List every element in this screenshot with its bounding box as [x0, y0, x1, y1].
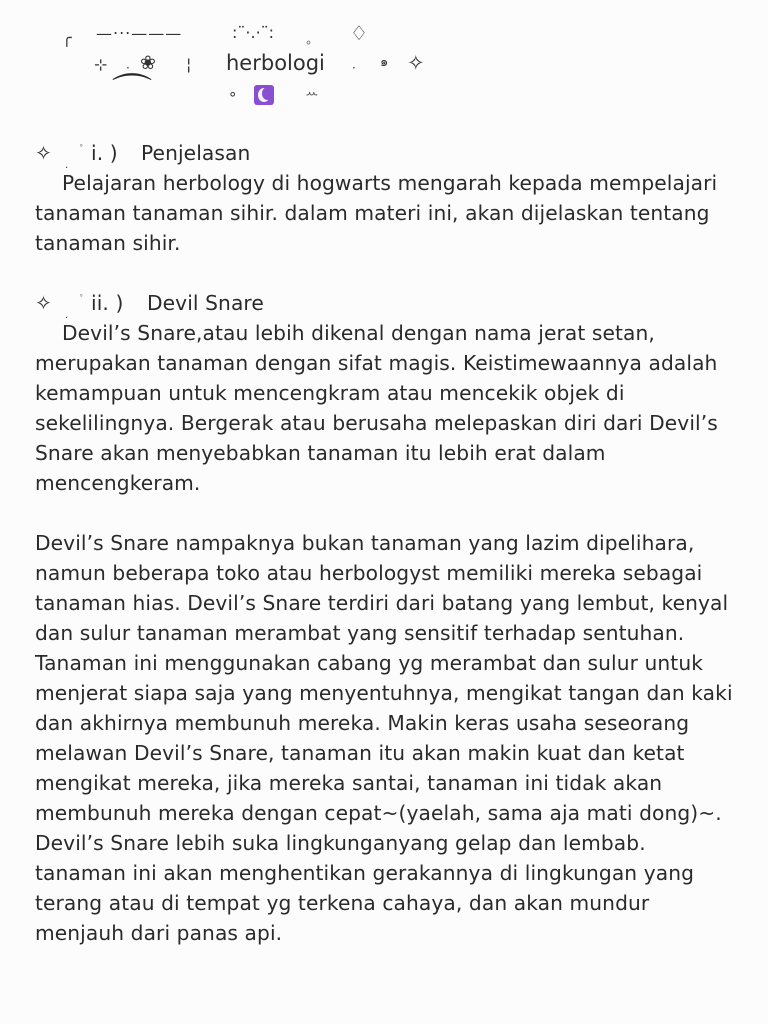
section-paragraph: Devil’s Snare,atau lebih dikenal dengan nama jerat setan, merupakan tanaman dengan sifat magis. Keistimewaannya adalah kemampuan untuk mencengkram atau mencekik objek di sekelilingnya. Bergerak atau berusaha melepaskan diri dari Devil’s Snare akan menyebabkan tanaman itu lebih erat dalam mencengkeram.	[35, 321, 718, 495]
section-number: i. )	[91, 141, 118, 165]
corner-arc-icon: ╭	[62, 28, 72, 47]
section-number: ii. )	[91, 291, 124, 315]
section-paragraph: Devil’s Snare nampaknya bukan tanaman yang lazim dipelihara, namun beberapa toko atau herbologyst memiliki mereka sebagai tanaman hias. Devil’s Snare terdiri dari batang yang lembut, kenyal dan sulur tanaman merambat yang sensitif terhadap sentuhan. Tanaman ini menggunakan cabang yg merambat dan sulur untuk menjerat siapa saja yang menyentuhnya, mengikat tangan dan kaki dan akhirnya membunuh mereka. Makin keras usaha seseorang melawan Devil’s Snare, tanaman itu akan makin kuat dan ketat mengikat mereka, jika mereka santai, tanaman ini tidak akan membunuh mereka dengan cepat~(yaelah, sama aja mati dong)~. Devil’s Snare lebih suka lingkunganyang gelap dan lembab. tanaman ini akan menghentikan gerakannya di lingkungan yang terang atau di tempat yg terkena cahaya, dan akan mundur menjauh dari panas api.	[35, 531, 733, 945]
trail-icon: ꕀ	[305, 84, 319, 102]
diamond-icon: ♢	[350, 21, 368, 45]
dot-icon: ·	[352, 61, 356, 75]
section-heading: ✧ · ˚ ii. ) Devil Snare	[35, 288, 740, 318]
tiny-circle-icon: ˳	[305, 29, 312, 45]
page-title: herbologi	[226, 51, 325, 75]
flower-icon: ❀	[140, 52, 156, 74]
sparkle-icon: ✧	[35, 291, 53, 315]
small-circle-icon: ∘	[228, 85, 238, 103]
section-paragraph: Pelajaran herbology di hogwarts mengarah kepada mempelajari tanaman tanaman sihir. dalam materi ini, akan dijelaskan tentang tanaman sihir.	[35, 171, 718, 255]
sparkle-icon: ✧	[35, 141, 53, 165]
moon-icon	[254, 85, 274, 105]
swirl-icon: ๑	[380, 55, 389, 70]
document-body	[35, 138, 740, 948]
dots-pattern-decoration: :¨·.·¨:	[232, 23, 275, 42]
section-heading: ✧ · ˚ i. ) Penjelasan	[35, 138, 740, 168]
broken-bar-icon: ¦	[186, 55, 192, 74]
sparkle-icon: ⊹	[94, 55, 108, 74]
sparkle-icon: ✧	[407, 51, 425, 75]
bottom-arc-icon: ⌒	[112, 71, 152, 117]
top-line-decoration: —‧‧‧———	[96, 24, 183, 43]
section-title: Devil Snare	[147, 291, 264, 315]
decorative-header	[0, 0, 768, 120]
dot-icon: ·	[126, 61, 130, 75]
section-title: Penjelasan	[141, 141, 251, 165]
